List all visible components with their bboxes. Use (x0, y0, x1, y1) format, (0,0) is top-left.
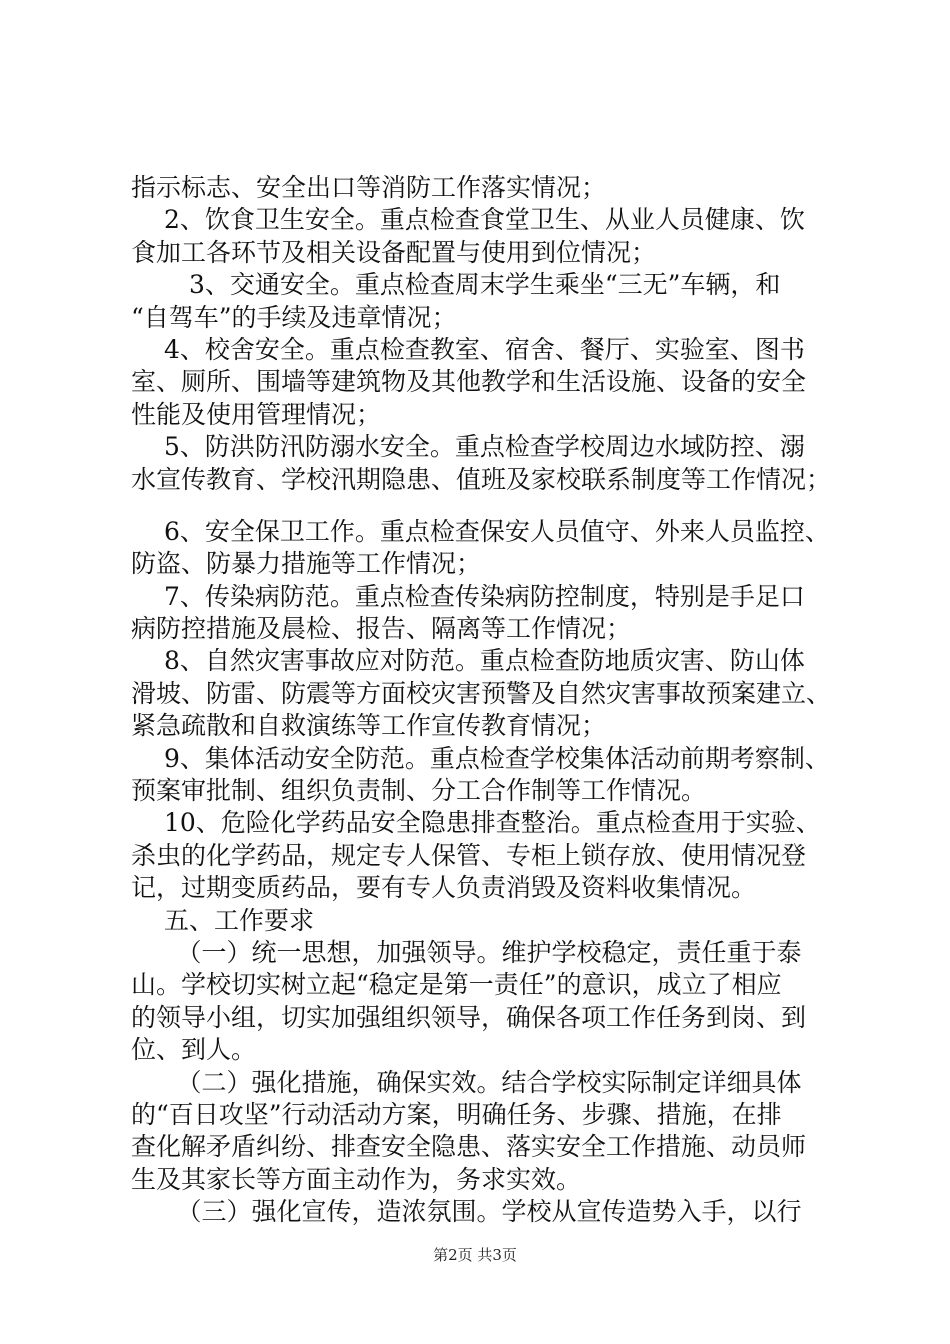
text-line: 6、安全保卫工作。重点检查保安人员值守、外来人员监控、 (131, 516, 830, 546)
text-line: 查化解矛盾纠纷、排查安全隐患、落实安全工作措施、动员师 (131, 1132, 807, 1162)
text-line: “自驾车”的手续及违章情况； (131, 302, 457, 332)
page-footer: 第2页 共3页 (433, 1246, 517, 1264)
text-line: 生及其家长等方面主动作为，务求实效。 (131, 1164, 582, 1194)
text-line: 防盗、防暴力措施等工作情况； (131, 549, 482, 579)
text-line: 的领导小组，切实加强组织领导，确保各项工作任务到岗、到 (131, 1002, 807, 1032)
text-line: 9、集体活动安全防范。重点检查学校集体活动前期考察制、 (131, 743, 830, 773)
document-body (131, 172, 831, 1229)
text-line: （三）强化宣传，造浓氛围。学校从宣传造势入手，以行 (131, 1197, 802, 1227)
blank-gap (131, 496, 831, 516)
text-line: 8、自然灾害事故应对防范。重点检查防地质灾害、防山体 (131, 646, 805, 676)
text-line: 性能及使用管理情况； (131, 399, 382, 429)
text-line: 预案审批制、组织负责制、分工合作制等工作情况。 (131, 776, 707, 806)
text-line: 滑坡、防雷、防震等方面校灾害预警及自然灾害事故预案建立、 (131, 678, 832, 708)
text-line: 10、危险化学药品安全隐患排查整治。重点检查用于实验、 (131, 808, 821, 838)
text-line: 杀虫的化学药品，规定专人保管、专柜上锁存放、使用情况登 (131, 840, 807, 870)
text-line: 指示标志、安全出口等消防工作落实情况； (131, 173, 607, 202)
text-line: 水宣传教育、学校汛期隐患、值班及家校联系制度等工作情况； (131, 464, 832, 494)
text-line: 记，过期变质药品，要有专人负责消毁及资料收集情况。 (131, 873, 757, 903)
text-line: 紧急疏散和自救演练等工作宣传教育情况； (131, 711, 607, 741)
text-line: 位、到人。 (131, 1035, 257, 1065)
text-line: 2、饮食卫生安全。重点检查食堂卫生、从业人员健康、饮 (131, 205, 805, 235)
text-line: 4、校舍安全。重点检查教室、宿舍、餐厅、实验室、图书 (131, 334, 805, 364)
text-line: （一）统一思想，加强领导。维护学校稳定，责任重于泰 (131, 937, 802, 967)
text-line: 3、交通安全。重点检查周末学生乘坐“三无”车辆，和 (131, 270, 781, 300)
text-line: （二）强化措施，确保实效。结合学校实际制定详细具体 (131, 1067, 802, 1097)
text-line: 的“百日攻坚”行动活动方案，明确任务、步骤、措施，在排 (131, 1099, 782, 1129)
text-line: 食加工各环节及相关设备配置与使用到位情况； (131, 237, 657, 267)
section-heading: 五、工作要求 (131, 905, 314, 935)
text-line: 7、传染病防范。重点检查传染病防控制度，特别是手足口 (131, 581, 805, 611)
text-line: 山。学校切实树立起“稳定是第一责任”的意识，成立了相应 (131, 970, 782, 1000)
text-line: 5、防洪防汛防溺水安全。重点检查学校周边水域防控、溺 (131, 432, 805, 462)
text-line: 室、厕所、围墙等建筑物及其他教学和生活设施、设备的安全 (131, 367, 807, 397)
text-line: 病防控措施及晨检、报告、隔离等工作情况； (131, 614, 632, 644)
